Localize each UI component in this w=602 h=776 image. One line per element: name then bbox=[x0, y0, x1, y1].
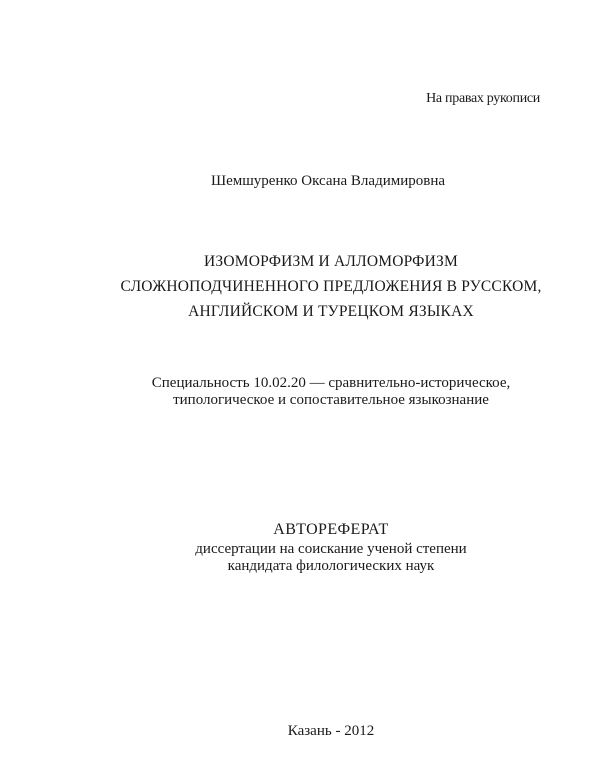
document-type: АВТОРЕФЕРАТ bbox=[273, 521, 389, 538]
title-line-2: СЛОЖНОПОДЧИНЕННОГО ПРЕДЛОЖЕНИЯ В РУССКОМ, bbox=[120, 278, 542, 295]
title-line-3: АНГЛИЙСКОМ И ТУРЕЦКОМ ЯЗЫКАХ bbox=[188, 303, 474, 320]
specialty-line-1: Специальность 10.02.20 — сравнительно-историческое, bbox=[151, 375, 511, 391]
document-description-line-1: диссертации на соискание ученой степени bbox=[195, 541, 467, 557]
place-and-year: Казань - 2012 bbox=[287, 723, 375, 739]
document-description-line-2: кандидата филологических наук bbox=[227, 558, 435, 574]
specialty-line-2: типологическое и сопоставительное языкознание bbox=[173, 392, 489, 408]
author-name: Шемшуренко Оксана Владимировна bbox=[210, 173, 446, 189]
title-line-1: ИЗОМОРФИЗМ И АЛЛОМОРФИЗМ bbox=[204, 253, 458, 270]
rights-notice: На правах рукописи bbox=[426, 91, 540, 106]
